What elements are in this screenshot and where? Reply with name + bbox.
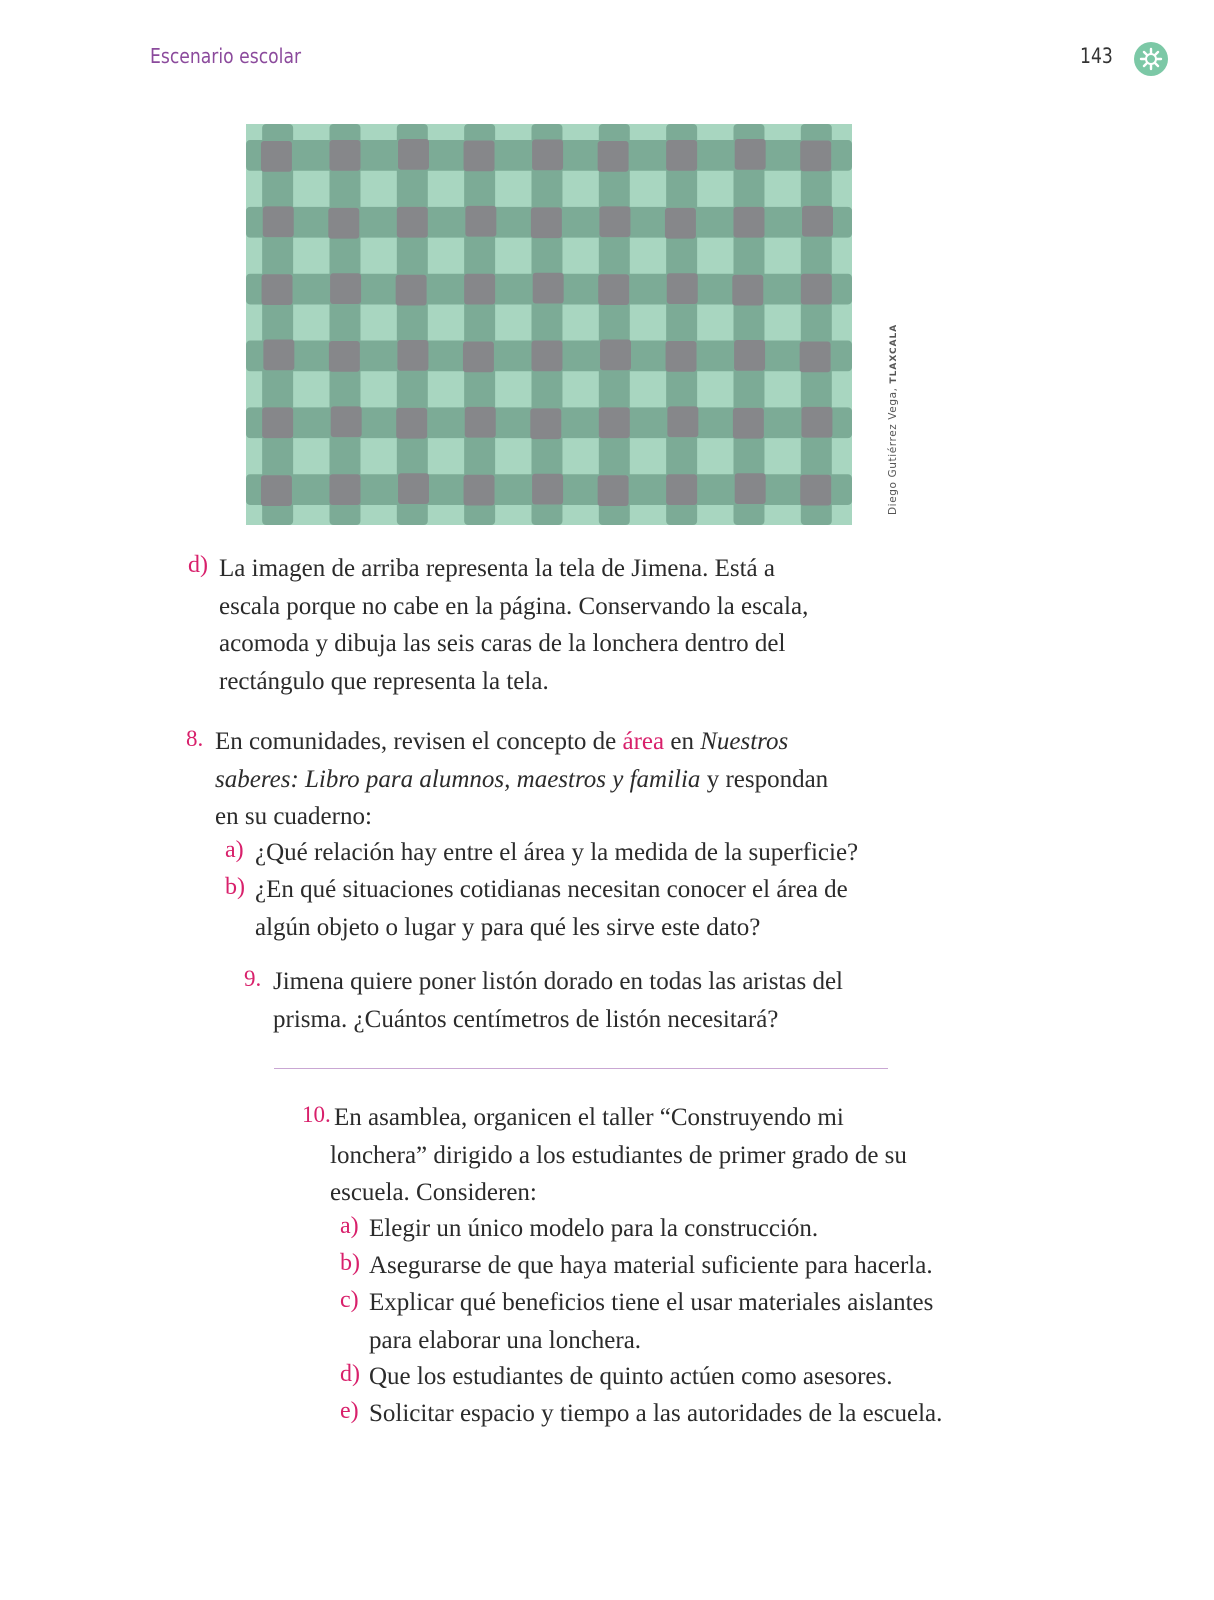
- q10-sub-b-text: [369, 1247, 933, 1285]
- fabric-check-square: [531, 341, 562, 372]
- book-title-part: saberes: Libro para alumnos, maestros y familia: [215, 765, 701, 793]
- fabric-check-square: [598, 475, 629, 506]
- fabric-check-square: [800, 475, 831, 506]
- question-10-text: [330, 1099, 907, 1212]
- q10-line: lonchera” dirigido a los estudiantes de primer grado de su: [330, 1141, 907, 1169]
- fabric-check-square: [800, 342, 831, 373]
- q8-line1-post: en: [664, 728, 701, 755]
- fabric-vertical-stripe: [329, 124, 360, 525]
- fabric-vertical-stripe: [733, 124, 764, 525]
- fabric-check-square: [465, 206, 496, 237]
- q10-sub-a-text: [369, 1210, 818, 1248]
- fabric-check-square: [732, 275, 763, 306]
- fabric-check-square: [599, 407, 630, 438]
- fabric-check-square: [734, 340, 765, 371]
- q8-sub-b-line: ¿En qué situaciones cotidianas necesitan conocer el área de: [255, 876, 848, 903]
- fabric-vertical-stripe: [666, 124, 697, 525]
- q8-line3: en su cuaderno:: [215, 803, 372, 830]
- question-9-number: 9.: [244, 966, 262, 991]
- fabric-check-square: [666, 341, 697, 372]
- q10-sub-c-text: [369, 1284, 933, 1359]
- fabric-check-square: [465, 407, 496, 438]
- fabric-check-square: [667, 406, 698, 437]
- q10-sub-b-label: b): [340, 1250, 360, 1276]
- fabric-check-square: [262, 274, 293, 305]
- section-title: Escenario escolar: [150, 44, 302, 68]
- fabric-check-square: [397, 207, 428, 238]
- answer-line[interactable]: [274, 1068, 888, 1069]
- q10-sub-b-line: Asegurarse de que haya material suficiente para hacerla.: [369, 1252, 933, 1279]
- question-9-text: [273, 963, 843, 1038]
- fabric-check-square: [398, 139, 429, 170]
- fabric-check-square: [666, 474, 697, 505]
- glossary-term-area[interactable]: área: [622, 728, 665, 755]
- q9-line: prisma. ¿Cuántos centímetros de listón necesitará?: [273, 1005, 779, 1033]
- fabric-check-square: [531, 207, 562, 238]
- item-d-line: escala porque no cabe en la página. Conservando la escala,: [219, 592, 809, 620]
- fabric-check-square: [666, 140, 697, 171]
- item-d-label: d): [188, 552, 208, 578]
- q10-sub-d-text: [369, 1358, 892, 1396]
- q10-sub-d-label: d): [340, 1361, 360, 1387]
- q8-line2-post: y respondan: [700, 765, 829, 793]
- q10-line: En asamblea, organicen el taller “Construyendo mi: [334, 1104, 844, 1131]
- fabric-check-square: [735, 139, 766, 170]
- checkered-fabric-illustration: [246, 124, 852, 525]
- q8-sub-b-line: algún objeto o lugar y para qué les sirve este dato?: [255, 913, 761, 941]
- fabric-check-square: [263, 340, 294, 371]
- page-number: 143: [1080, 44, 1113, 68]
- fabric-check-square: [667, 273, 698, 304]
- q10-sub-e-line: Solicitar espacio y tiempo a las autoridades de la escuela.: [369, 1400, 943, 1427]
- fabric-check-square: [801, 274, 832, 305]
- q10-sub-a-line: Elegir un único modelo para la construcción.: [369, 1215, 819, 1242]
- q8-sub-b-label: b): [225, 874, 245, 900]
- fabric-check-square: [398, 473, 429, 504]
- fabric-vertical-stripe: [801, 124, 832, 525]
- q8-sub-b-text: [255, 871, 848, 946]
- fabric-check-square: [599, 206, 630, 237]
- fabric-check-square: [600, 340, 631, 371]
- fabric-check-square: [598, 274, 629, 305]
- fabric-check-square: [533, 273, 564, 304]
- fabric-check-square: [800, 141, 831, 172]
- q8-line1-pre: En comunidades, revisen el concepto de: [215, 728, 623, 755]
- fabric-check-square: [397, 340, 428, 371]
- fabric-check-square: [598, 141, 629, 172]
- q10-sub-d-line: Que los estudiantes de quinto actúen como asesores.: [369, 1363, 893, 1390]
- q9-line: Jimena quiere poner listón dorado en todas las aristas del: [273, 968, 843, 995]
- fabric-check-square: [464, 274, 495, 305]
- item-d-line: acomoda y dibuja las seis caras de la lonchera dentro del: [219, 630, 786, 657]
- fabric-check-square: [329, 341, 360, 372]
- fabric-check-square: [396, 408, 427, 439]
- q10-sub-c-line: Explicar qué beneficios tiene el usar materiales aislantes: [369, 1289, 934, 1316]
- fabric-check-square: [261, 141, 292, 172]
- fabric-check-square: [801, 407, 832, 438]
- q10-sub-e-text: [369, 1395, 942, 1433]
- fabric-vertical-stripe: [397, 124, 428, 525]
- fabric-check-square: [329, 140, 360, 171]
- fabric-vertical-stripe: [262, 124, 293, 525]
- book-title-part: Nuestros: [700, 728, 789, 755]
- fabric-check-square: [262, 407, 293, 438]
- q8-sub-a-text: [255, 834, 858, 872]
- item-d-line: La imagen de arriba representa la tela de Jimena. Está a: [219, 555, 775, 582]
- question-8-text: [215, 723, 828, 836]
- fabric-check-square: [464, 141, 495, 172]
- credit-author: Diego Gutiérrez Vega,: [887, 387, 899, 515]
- credit-place: TLAXCALA: [889, 323, 899, 384]
- q10-sub-e-label: e): [340, 1398, 359, 1424]
- fabric-vertical-stripe: [464, 124, 495, 525]
- fabric-check-square: [733, 408, 764, 439]
- q8-sub-a-line: ¿Qué relación hay entre el área y la medida de la superficie?: [255, 839, 859, 866]
- fabric-vertical-stripe: [531, 124, 562, 525]
- fabric-check-square: [665, 208, 696, 239]
- q10-sub-c-line: para elaborar una lonchera.: [369, 1326, 642, 1354]
- item-d-text: [219, 550, 808, 700]
- photo-credit: [887, 324, 899, 515]
- q10-line: escuela. Consideren:: [330, 1179, 537, 1206]
- q10-sub-c-label: c): [340, 1287, 359, 1313]
- fabric-check-square: [463, 342, 494, 373]
- fabric-check-square: [396, 275, 427, 306]
- fabric-check-square: [802, 206, 833, 237]
- fabric-check-square: [330, 273, 361, 304]
- fabric-check-square: [530, 408, 561, 439]
- item-d-line: rectángulo que representa la tela.: [219, 667, 549, 695]
- question-10-number: 10.: [302, 1102, 331, 1127]
- fabric-check-square: [532, 474, 563, 505]
- fabric-check-square: [261, 475, 292, 506]
- q10-sub-a-label: a): [340, 1213, 359, 1239]
- fabric-check-square: [263, 206, 294, 237]
- section-badge-icon: [1134, 42, 1168, 76]
- question-8-number: 8.: [186, 726, 204, 751]
- fabric-check-square: [735, 473, 766, 504]
- fabric-check-square: [733, 207, 764, 238]
- q8-sub-a-label: a): [225, 837, 244, 863]
- fabric-check-square: [329, 474, 360, 505]
- fabric-check-square: [328, 208, 359, 239]
- fabric-check-square: [532, 140, 563, 171]
- fabric-check-square: [464, 475, 495, 506]
- fabric-vertical-stripe: [599, 124, 630, 525]
- fabric-check-square: [331, 406, 362, 437]
